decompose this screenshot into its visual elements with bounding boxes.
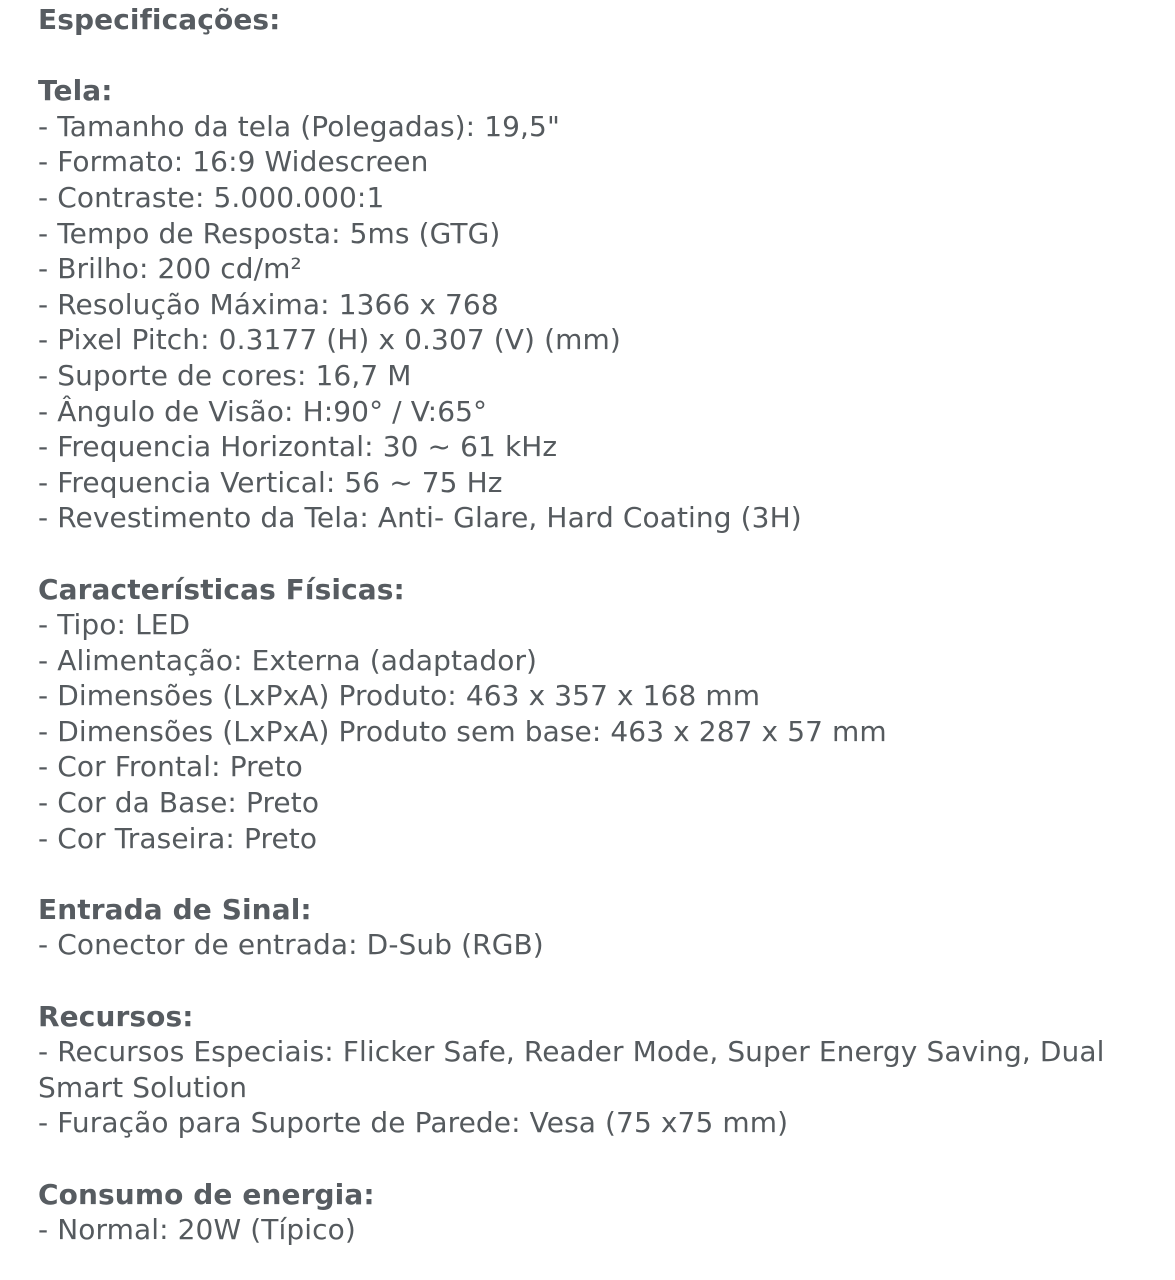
spec-item: - Formato: 16:9 Widescreen: [38, 145, 429, 179]
section-consumo-de-energia: [38, 1177, 1158, 1248]
spec-item: - Dimensões (LxPxA) Produto sem base: 463 x 287 x 57 mm: [38, 714, 887, 748]
spec-item: - Cor da Base: Preto: [38, 786, 320, 820]
section-caracteristicas-fisicas: [38, 572, 1158, 857]
spec-item: - Suporte de cores: 16,7 M: [38, 358, 412, 392]
spacer: [38, 536, 1158, 572]
spec-item: - Dimensões (LxPxA) Produto: 463 x 357 x 168 mm: [38, 679, 761, 713]
spec-item: - Contraste: 5.000.000:1: [38, 180, 385, 214]
spacer: [38, 856, 1158, 892]
section-heading: Consumo de energia:: [38, 1177, 375, 1211]
spacer: [38, 1141, 1158, 1177]
spec-item: - Normal: 20W (Típico): [38, 1213, 356, 1247]
spec-item: - Tamanho da tela (Polegadas): 19,5": [38, 109, 560, 143]
spec-item: - Resolução Máxima: 1366 x 768: [38, 287, 499, 321]
section-heading: Tela:: [38, 74, 113, 108]
spec-item: - Conector de entrada: D-Sub (RGB): [38, 928, 544, 962]
spec-item: - Ângulo de Visão: H:90° / V:65°: [38, 394, 488, 428]
spec-item: - Cor Traseira: Preto: [38, 821, 318, 855]
spacer: [38, 963, 1158, 999]
spec-item: - Pixel Pitch: 0.3177 (H) x 0.307 (V) (mm): [38, 323, 621, 357]
section-recursos: [38, 999, 1158, 1141]
spec-item: - Alimentação: Externa (adaptador): [38, 643, 538, 677]
spec-item: - Brilho: 200 cd/m²: [38, 252, 302, 286]
spec-item: - Cor Frontal: Preto: [38, 750, 303, 784]
section-heading: Características Físicas:: [38, 572, 405, 606]
section-tela: [38, 73, 1158, 536]
spec-item: - Tipo: LED: [38, 608, 191, 642]
spec-item: - Revestimento da Tela: Anti- Glare, Hard Coating (3H): [38, 501, 802, 535]
spacer: [38, 38, 1158, 74]
spec-item: - Frequencia Horizontal: 30 ~ 61 kHz: [38, 430, 558, 464]
spec-item: - Frequencia Vertical: 56 ~ 75 Hz: [38, 465, 503, 499]
spec-item: - Recursos Especiais: Flicker Safe, Reader Mode, Super Energy Saving, Dual Smart Solution: [38, 1035, 1105, 1104]
spec-item: - Furação para Suporte de Parede: Vesa (75 x75 mm): [38, 1106, 789, 1140]
page-title: Especificações:: [38, 3, 281, 36]
section-entrada-de-sinal: [38, 892, 1158, 963]
section-heading: Entrada de Sinal:: [38, 892, 312, 926]
spec-item: - Tempo de Resposta: 5ms (GTG): [38, 216, 501, 250]
section-heading: Recursos:: [38, 999, 194, 1033]
spec-document: [38, 2, 1158, 1248]
